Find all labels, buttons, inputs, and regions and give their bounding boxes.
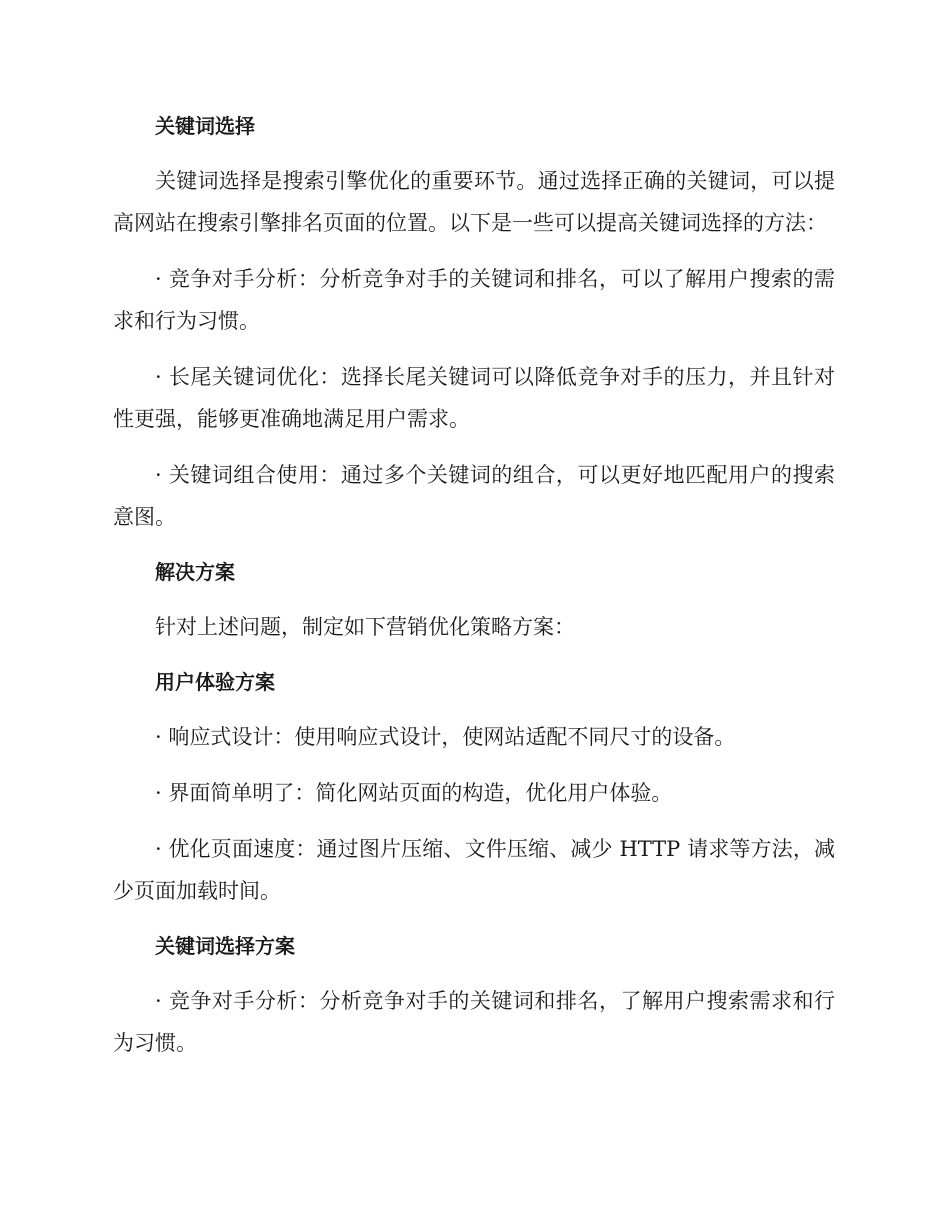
document-page xyxy=(113,106,835,1078)
section-heading-keyword-plan: 关键词选择方案 xyxy=(155,934,295,958)
bullet-long-tail-keywords: · 长尾关键词优化：选择长尾关键词可以降低竞争对手的压力，并且针对性更强，能够更准确地满足用户需求。 xyxy=(113,365,835,431)
bullet-competitor-analysis-plan: · 竞争对手分析：分析竞争对手的关键词和排名，了解用户搜索需求和行为习惯。 xyxy=(113,989,835,1055)
bullet-responsive-design: · 响应式设计：使用响应式设计，使网站适配不同尺寸的设备。 xyxy=(155,725,736,749)
section-heading-user-experience: 用户体验方案 xyxy=(155,670,275,694)
bullet-page-speed: · 优化页面速度：通过图片压缩、文件压缩、减少 HTTP 请求等方法，减少页面加载时间。 xyxy=(113,837,835,903)
section-heading-keyword-selection: 关键词选择 xyxy=(155,114,255,138)
bullet-simple-interface: · 界面简单明了：简化网站页面的构造，优化用户体验。 xyxy=(155,781,673,805)
bullet-competitor-analysis: · 竞争对手分析：分析竞争对手的关键词和排名，可以了解用户搜索的需求和行为习惯。 xyxy=(113,267,835,333)
paragraph-keyword-intro: 关键词选择是搜索引擎优化的重要环节。通过选择正确的关键词，可以提高网站在搜索引擎排名页面的位置。以下是一些可以提高关键词选择的方法： xyxy=(113,169,835,235)
paragraph-solution-intro: 针对上述问题，制定如下营销优化策略方案： xyxy=(155,615,575,639)
section-heading-solution: 解决方案 xyxy=(155,560,235,584)
bullet-keyword-combination: · 关键词组合使用：通过多个关键词的组合，可以更好地匹配用户的搜索意图。 xyxy=(113,463,835,529)
